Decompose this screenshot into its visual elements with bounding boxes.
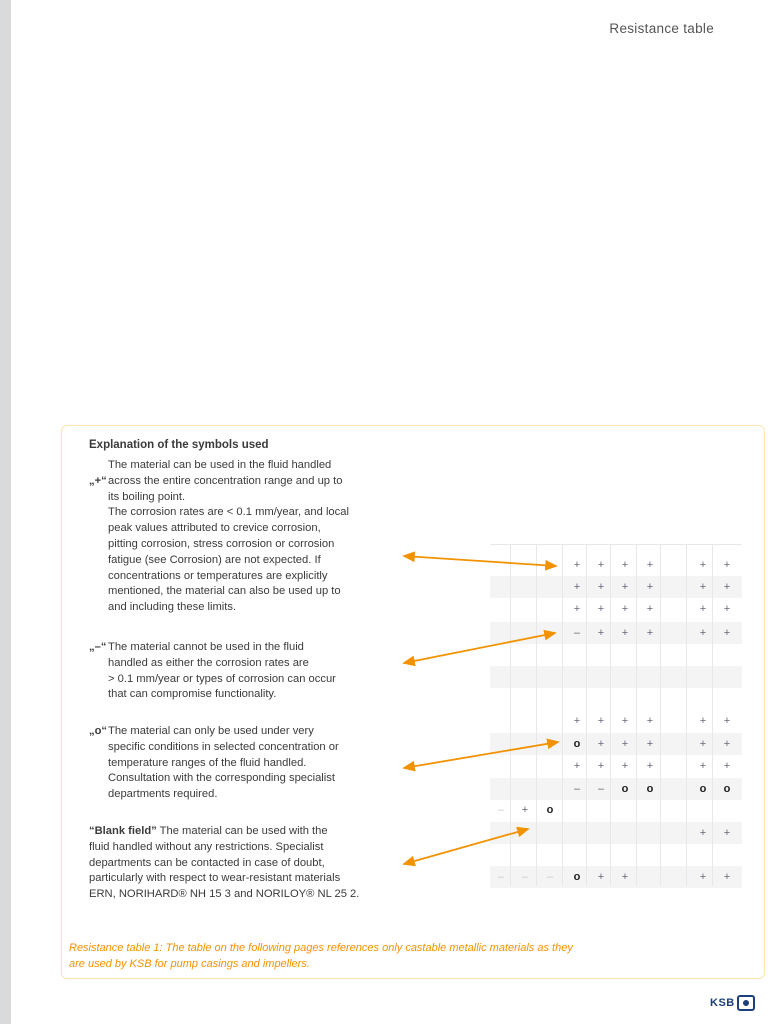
table-cell-symbol: +: [597, 559, 605, 571]
table-cell-symbol: +: [699, 738, 707, 750]
table-cell-symbol: +: [597, 627, 605, 639]
table-cell-symbol: +: [646, 715, 654, 727]
logo-mark-icon: [737, 995, 755, 1011]
o-text-line-2: specific conditions in selected concentration or: [108, 740, 339, 753]
table-cell-symbol: +: [621, 738, 629, 750]
table-cell-symbol: +: [573, 559, 581, 571]
table-cell-symbol: +: [621, 627, 629, 639]
table-cell-symbol: o: [723, 783, 731, 795]
table-cell-symbol: +: [521, 804, 529, 816]
table-cell-symbol: +: [723, 627, 731, 639]
table-cell-symbol: +: [621, 715, 629, 727]
plus-text-line-4: The corrosion rates are < 0.1 mm/year, and local: [108, 506, 349, 519]
blank-text-line-2: fluid handled without any restrictions. Specialist: [89, 840, 324, 853]
table-cell-symbol: –: [497, 871, 505, 883]
plus-text-line-3: its boiling point.: [108, 490, 186, 503]
page-header-title: Resistance table: [609, 21, 714, 36]
table-cell-symbol: o: [699, 783, 707, 795]
table-cell-symbol: +: [723, 603, 731, 615]
plus-symbol: „+“: [89, 474, 107, 487]
blank-text-line-1: The material can be used with the: [159, 825, 328, 837]
table-cell-symbol: +: [699, 559, 707, 571]
table-cell-symbol: +: [573, 603, 581, 615]
arrow-blank: [404, 829, 528, 864]
ksb-logo: [710, 995, 755, 1011]
table-cell-symbol: +: [699, 603, 707, 615]
table-cell-symbol: +: [699, 715, 707, 727]
legend-heading: Explanation of the symbols used: [89, 439, 269, 451]
plus-text-line-7: fatigue (see Corrosion) are not expected. If: [108, 553, 321, 566]
table-cell-symbol: +: [646, 581, 654, 593]
table-cell-symbol: +: [723, 871, 731, 883]
table-cell-symbol: +: [621, 871, 629, 883]
table-cell-symbol: +: [646, 738, 654, 750]
table-cell-symbol: +: [646, 760, 654, 772]
table-cell-symbol: +: [597, 738, 605, 750]
table-cell-symbol: o: [573, 738, 581, 750]
table-cell-symbol: o: [573, 871, 581, 883]
table-cell-symbol: +: [699, 871, 707, 883]
table-cell-symbol: –: [521, 871, 529, 883]
blank-field-label: “Blank field”: [89, 825, 157, 837]
o-text-line-4: Consultation with the corresponding specialist: [108, 772, 335, 785]
table-cell-symbol: +: [699, 627, 707, 639]
plus-text-line-2: across the entire concentration range and up to: [108, 474, 343, 487]
arrow-plus: [404, 556, 556, 566]
table-cell-symbol: +: [646, 559, 654, 571]
arrow-minus: [404, 633, 555, 663]
caption-line-2: are used by KSB for pump casings and impellers.: [69, 958, 310, 970]
table-cell-symbol: +: [597, 715, 605, 727]
table-cell-symbol: +: [621, 559, 629, 571]
table-cell-symbol: +: [597, 760, 605, 772]
plus-text-line-9: mentioned, the material can also be used up to: [108, 585, 341, 598]
plus-text-line-1: The material can be used in the fluid handled: [108, 459, 332, 471]
table-cell-symbol: +: [723, 738, 731, 750]
minus-text-line-4: that can compromise functionality.: [108, 688, 277, 701]
minus-text-line-2: handled as either the corrosion rates are: [108, 656, 309, 669]
table-cell-symbol: –: [546, 871, 554, 883]
table-cell-symbol: –: [573, 627, 581, 639]
table-cell-symbol: +: [646, 603, 654, 615]
blank-text-line-3: departments can be contacted in case of doubt,: [89, 856, 325, 869]
table-cell-symbol: o: [646, 783, 654, 795]
o-symbol: „o“: [89, 725, 108, 737]
table-cell-symbol: o: [621, 783, 629, 795]
table-cell-symbol: –: [597, 783, 605, 795]
blank-text-line-4: particularly with respect to wear-resistant materials: [89, 872, 341, 885]
caption-line-1: Resistance table 1: The table on the following pages references only castable metallic materials as they: [69, 942, 573, 954]
table-cell-symbol: +: [621, 760, 629, 772]
table-cell-symbol: o: [546, 804, 554, 816]
table-cell-symbol: +: [699, 827, 707, 839]
plus-text-line-8: concentrations or temperatures are explicitly: [108, 569, 328, 582]
table-cell-symbol: +: [597, 871, 605, 883]
table-cell-symbol: +: [699, 581, 707, 593]
table-cell-symbol: +: [723, 760, 731, 772]
table-cell-symbol: +: [723, 559, 731, 571]
minus-text-line-1: The material cannot be used in the fluid: [108, 641, 304, 653]
blank-text-line-5: ERN, NORIHARD® NH 15 3 and NORILOY® NL 25 2.: [89, 888, 360, 901]
o-text-line-5: departments required.: [108, 788, 218, 801]
table-cell-symbol: +: [699, 760, 707, 772]
table-cell-symbol: +: [573, 581, 581, 593]
table-cell-symbol: +: [597, 603, 605, 615]
minus-text-line-3: > 0.1 mm/year or types of corrosion can occur: [108, 672, 336, 685]
table-cell-symbol: +: [573, 715, 581, 727]
table-cell-symbol: +: [621, 581, 629, 593]
table-cell-symbol: +: [621, 603, 629, 615]
minus-symbol: „–“: [89, 641, 107, 653]
plus-text-line-10: and including these limits.: [108, 601, 237, 614]
table-caption: [69, 940, 709, 972]
table-cell-symbol: –: [573, 783, 581, 795]
plus-text-line-6: pitting corrosion, stress corrosion or corrosion: [108, 537, 335, 550]
o-text-line-1: The material can only be used under very: [108, 725, 314, 737]
table-cell-symbol: +: [723, 827, 731, 839]
table-cell-symbol: –: [497, 804, 505, 816]
logo-text: KSB: [710, 997, 735, 1009]
table-cell-symbol: +: [597, 581, 605, 593]
table-cell-symbol: +: [723, 715, 731, 727]
arrow-o: [404, 742, 558, 768]
plus-text-line-5: peak values attributed to crevice corrosion,: [108, 522, 321, 535]
table-cell-symbol: +: [573, 760, 581, 772]
o-text-line-3: temperature ranges of the fluid handled.: [108, 756, 307, 769]
table-cell-symbol: +: [723, 581, 731, 593]
table-cell-symbol: +: [646, 627, 654, 639]
